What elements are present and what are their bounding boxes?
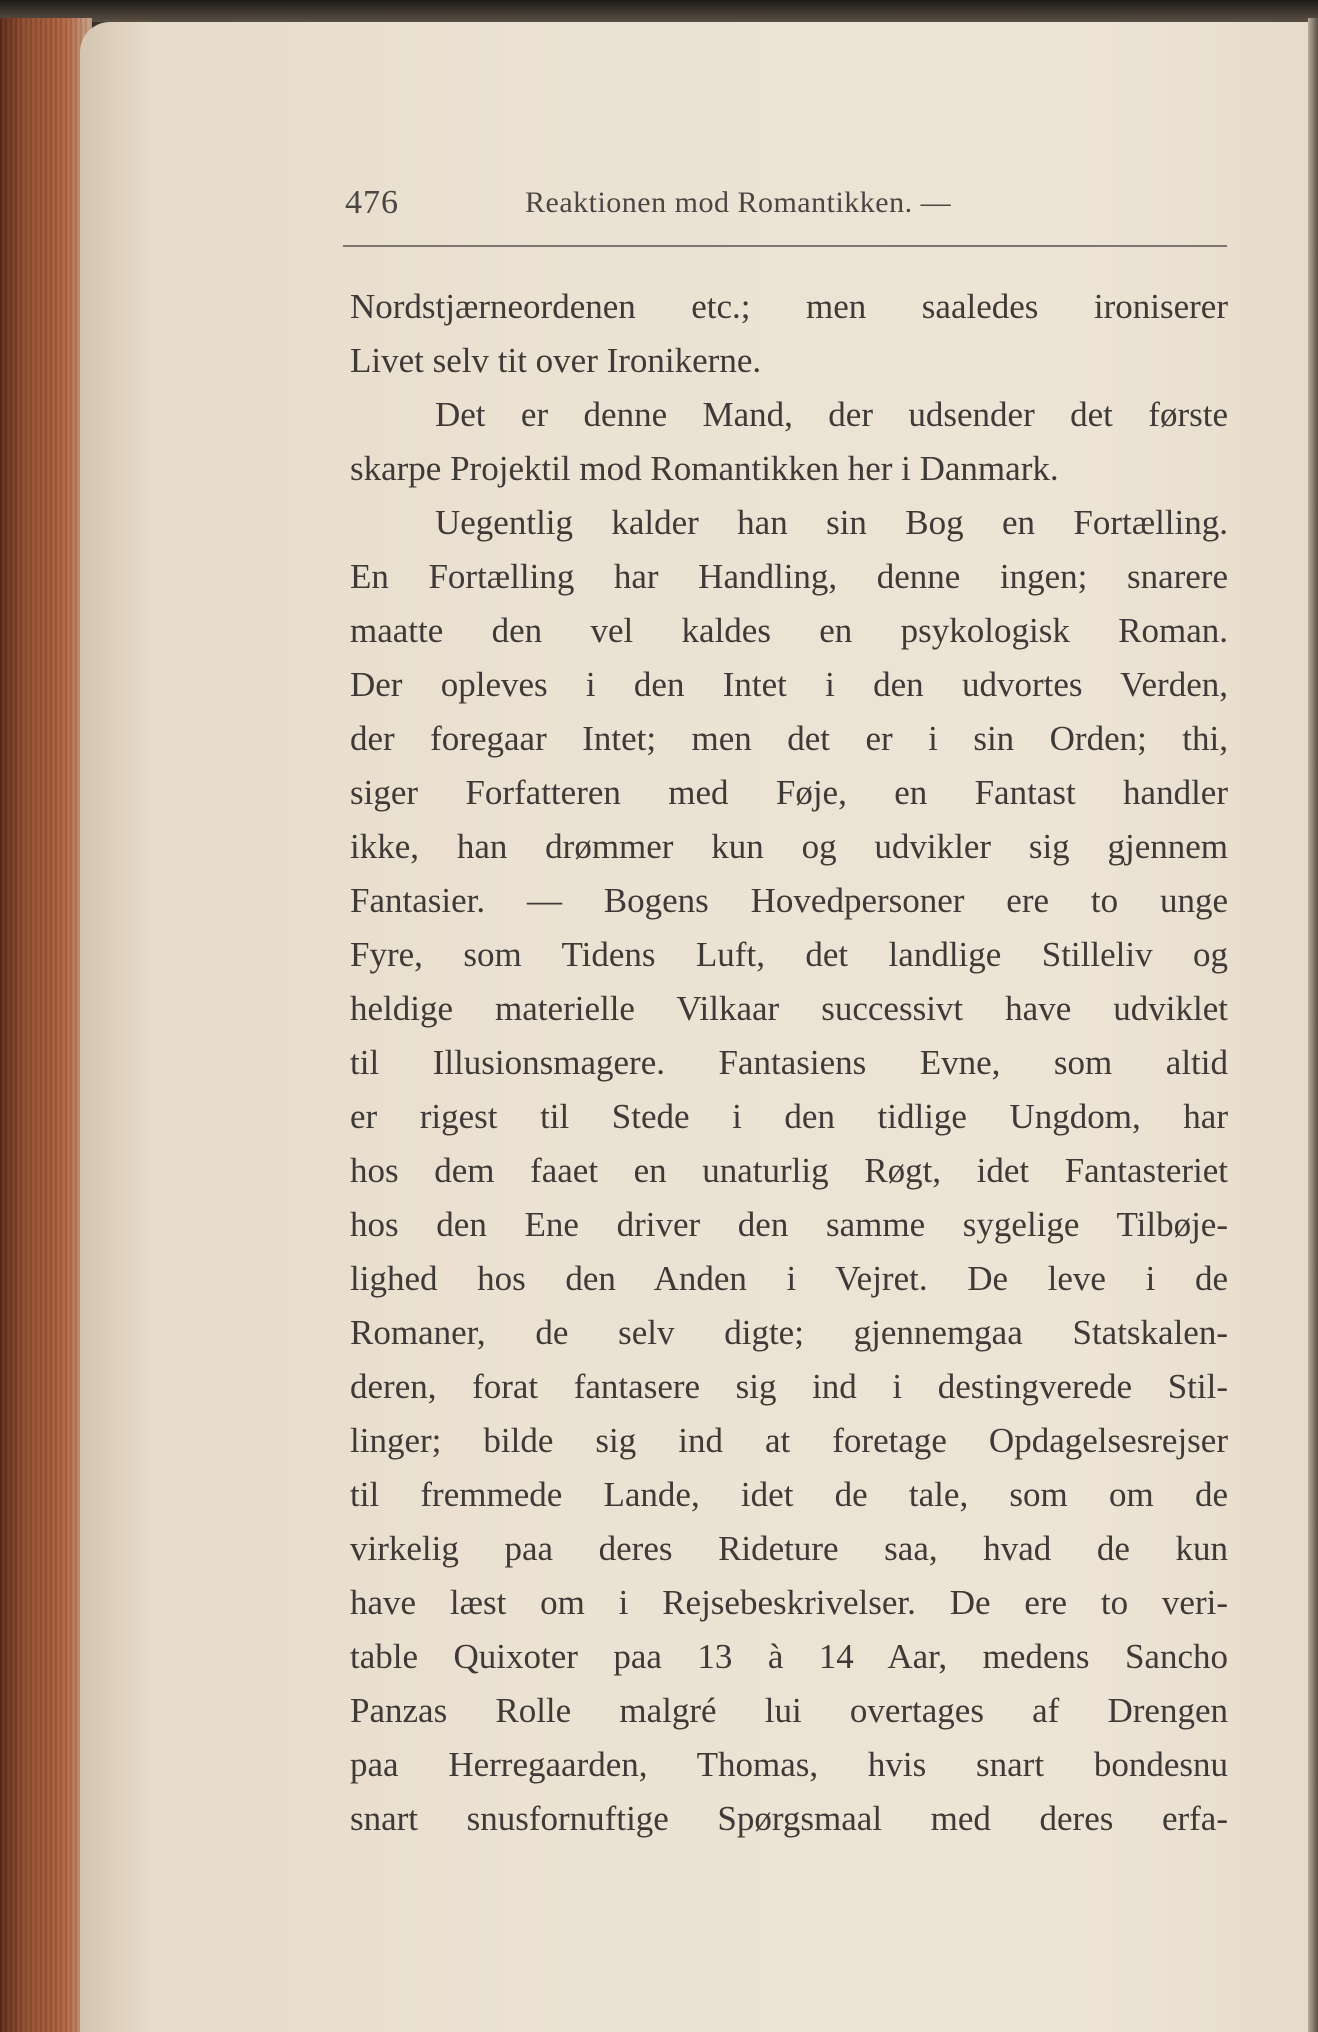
text-line: Der opleves i den Intet i den udvortes Verden, (350, 665, 1228, 704)
book-right-edge (1308, 18, 1318, 2032)
text-line: Panzas Rolle malgré lui overtages af Drengen (350, 1691, 1228, 1730)
text-line: snart snusfornuftige Spørgsmaal med deres erfa- (350, 1799, 1228, 1838)
text-line: have læst om i Rejsebeskrivelser. De ere to veri- (350, 1583, 1228, 1622)
text-line: maatte den vel kaldes en psykologisk Roman. (350, 611, 1228, 650)
header-rule (343, 245, 1227, 247)
text-line: En Fortælling har Handling, denne ingen; snarere (350, 557, 1228, 596)
text-line: siger Forfatteren med Føje, en Fantast handler (350, 773, 1228, 812)
page-number: 476 (345, 184, 399, 221)
text-line: Fantasier. — Bogens Hovedpersoner ere to unge (350, 881, 1228, 920)
text-line: er rigest til Stede i den tidlige Ungdom, har (350, 1097, 1228, 1136)
text-line: Romaner, de selv digte; gjennemgaa Statskalen- (350, 1313, 1228, 1352)
text-line: til Illusionsmagere. Fantasiens Evne, som altid (350, 1043, 1228, 1082)
text-line: Uegentlig kalder han sin Bog en Fortælling. (435, 503, 1228, 542)
text-line: virkelig paa deres Rideture saa, hvad de kun (350, 1529, 1228, 1568)
text-line: heldige materielle Vilkaar successivt have udviklet (350, 989, 1228, 1028)
text-line: Nordstjærneordenen etc.; men saaledes ironiserer (350, 287, 1228, 326)
text-line: skarpe Projektil mod Romantikken her i Danmark. (350, 449, 1059, 488)
text-line: hos den Ene driver den samme sygelige Tilbøje- (350, 1205, 1228, 1244)
book-spine-edge (0, 18, 92, 2032)
text-line: paa Herregaarden, Thomas, hvis snart bondesnu (350, 1745, 1228, 1784)
text-line: lighed hos den Anden i Vejret. De leve i de (350, 1259, 1228, 1298)
text-line: linger; bilde sig ind at foretage Opdagelsesrejser (350, 1421, 1228, 1460)
text-line: hos dem faaet en unaturlig Røgt, idet Fantasteriet (350, 1151, 1228, 1190)
text-line: table Quixoter paa 13 à 14 Aar, medens Sancho (350, 1637, 1228, 1676)
running-head: Reaktionen mod Romantikken. — (525, 186, 952, 219)
text-line: Livet selv tit over Ironikerne. (350, 341, 762, 380)
text-line: til fremmede Lande, idet de tale, som om de (350, 1475, 1228, 1514)
page-header (345, 184, 1225, 232)
text-line: Fyre, som Tidens Luft, det landlige Stilleliv og (350, 935, 1228, 974)
body-text (350, 280, 1228, 1846)
text-line: deren, forat fantasere sig ind i destingverede Stil- (350, 1367, 1228, 1406)
book-top-edge (0, 0, 1318, 22)
text-line: der foregaar Intet; men det er i sin Orden; thi, (350, 719, 1228, 758)
text-line: Det er denne Mand, der udsender det første (435, 395, 1228, 434)
text-line: ikke, han drømmer kun og udvikler sig gjennem (350, 827, 1228, 866)
